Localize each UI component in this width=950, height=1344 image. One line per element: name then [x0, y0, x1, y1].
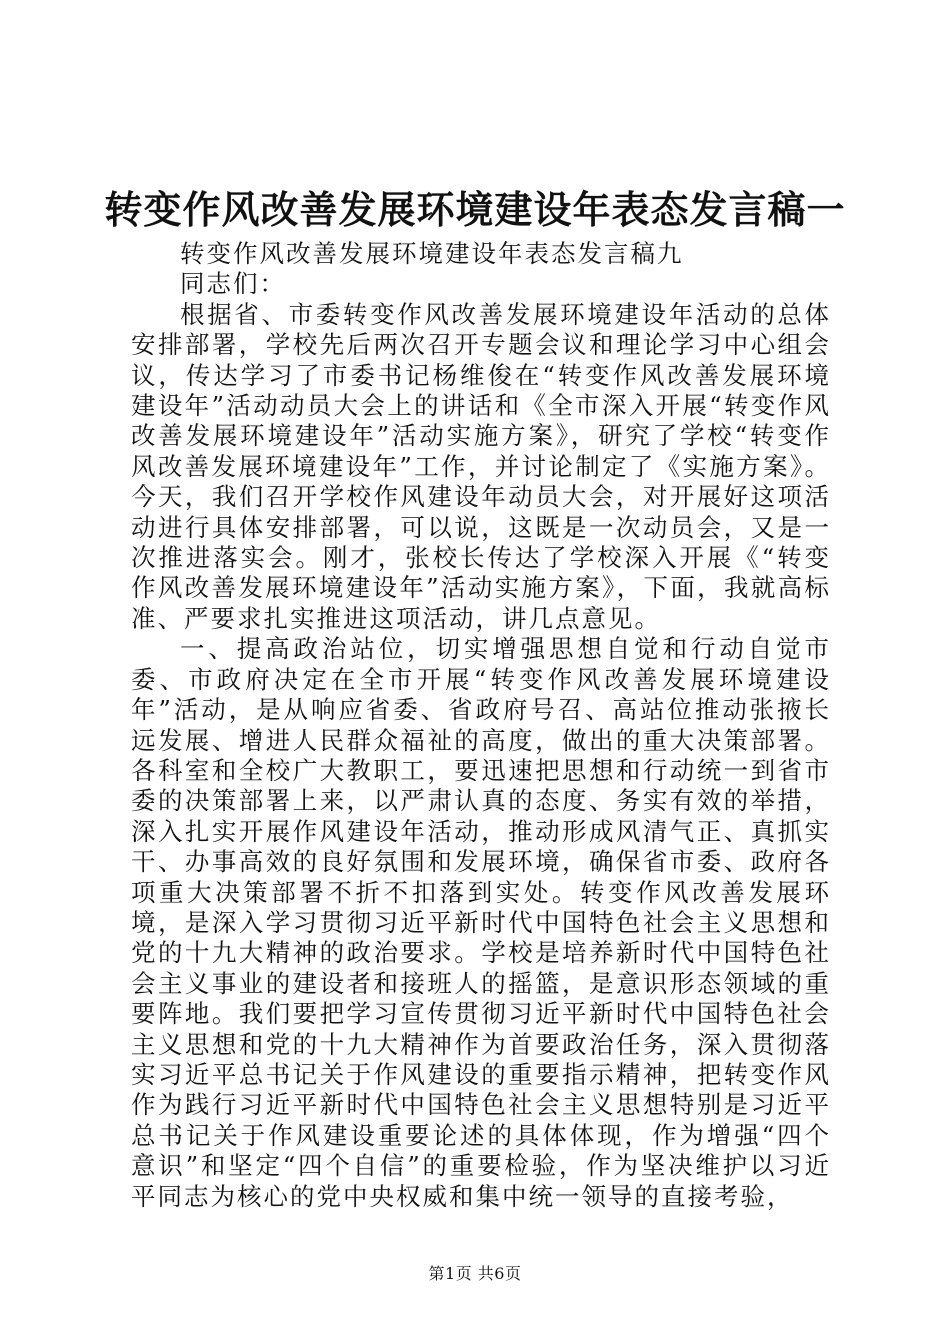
page-number-footer: 第1页 共6页	[428, 1264, 522, 1283]
subtitle-paragraph: 转变作风改善发展环境建设年表态发言稿九	[180, 239, 684, 268]
body-paragraph: 根据省、市委转变作风改善发展环境建设年活动的总体安排部署，学校先后两次召开专题会议和理论学习中心组会议，传达学习了市委书记杨维俊在“转变作风改善发展环境建设年”活动动员大会上的讲话和《全市深入开展“转变作风改善发展环境建设年”活动实施方案》，研究了学校“转变作风改善发展环境建设年”工作，并讨论制定了《实施方案》。今天，我们召开学校作风建设年动员大会，对开展好这项活动进行具体安排部署，可以说，这既是一次动员会，又是一次推进落实会。刚才，张校长传达了学校深入开展《“转变作风改善发展环境建设年”活动实施方案》，下面，我就高标准、严要求扎实推进这项活动，讲几点意见。	[131, 299, 831, 633]
document-body	[131, 239, 831, 1212]
salutation-paragraph: 同志们：	[180, 269, 286, 299]
body-paragraph: 一、提高政治站位，切实增强思想自觉和行动自觉市委、市政府决定在全市开展“转变作风改善发展环境建设年”活动，是从响应省委、省政府号召、高站位推动张掖长远发展、增进人民群众福祉的高度，做出的重大决策部署。各科室和全校广大教职工，要迅速把思想和行动统一到省市委的决策部署上来，以严肃认真的态度、务实有效的举措，深入扎实开展作风建设年活动，推动形成风清气正、真抓实干、办事高效的良好氛围和发展环境，确保省市委、政府各项重大决策部署不折不扣落到实处。转变作风改善发展环境，是深入学习贯彻习近平新时代中国特色社会主义思想和党的十九大精神的政治要求。学校是培养新时代中国特色社会主义事业的建设者和接班人的摇篮，是意识形态领域的重要阵地。我们要把学习宣传贯彻习近平新时代中国特色社会主义思想和党的十九大精神作为首要政治任务，深入贯彻落实习近平总书记关于作风建设的重要指示精神，把转变作风作为践行习近平新时代中国特色社会主义思想特别是习近平总书记关于作风建设重要论述的具体体现，作为增强“四个意识”和坚定“四个自信”的重要检验，作为坚决维护以习近平同志为核心的党中央权威和集中统一领导的直接考验，	[131, 634, 831, 1211]
document-title: 转变作风改善发展环境建设年表态发言稿一	[104, 187, 846, 232]
